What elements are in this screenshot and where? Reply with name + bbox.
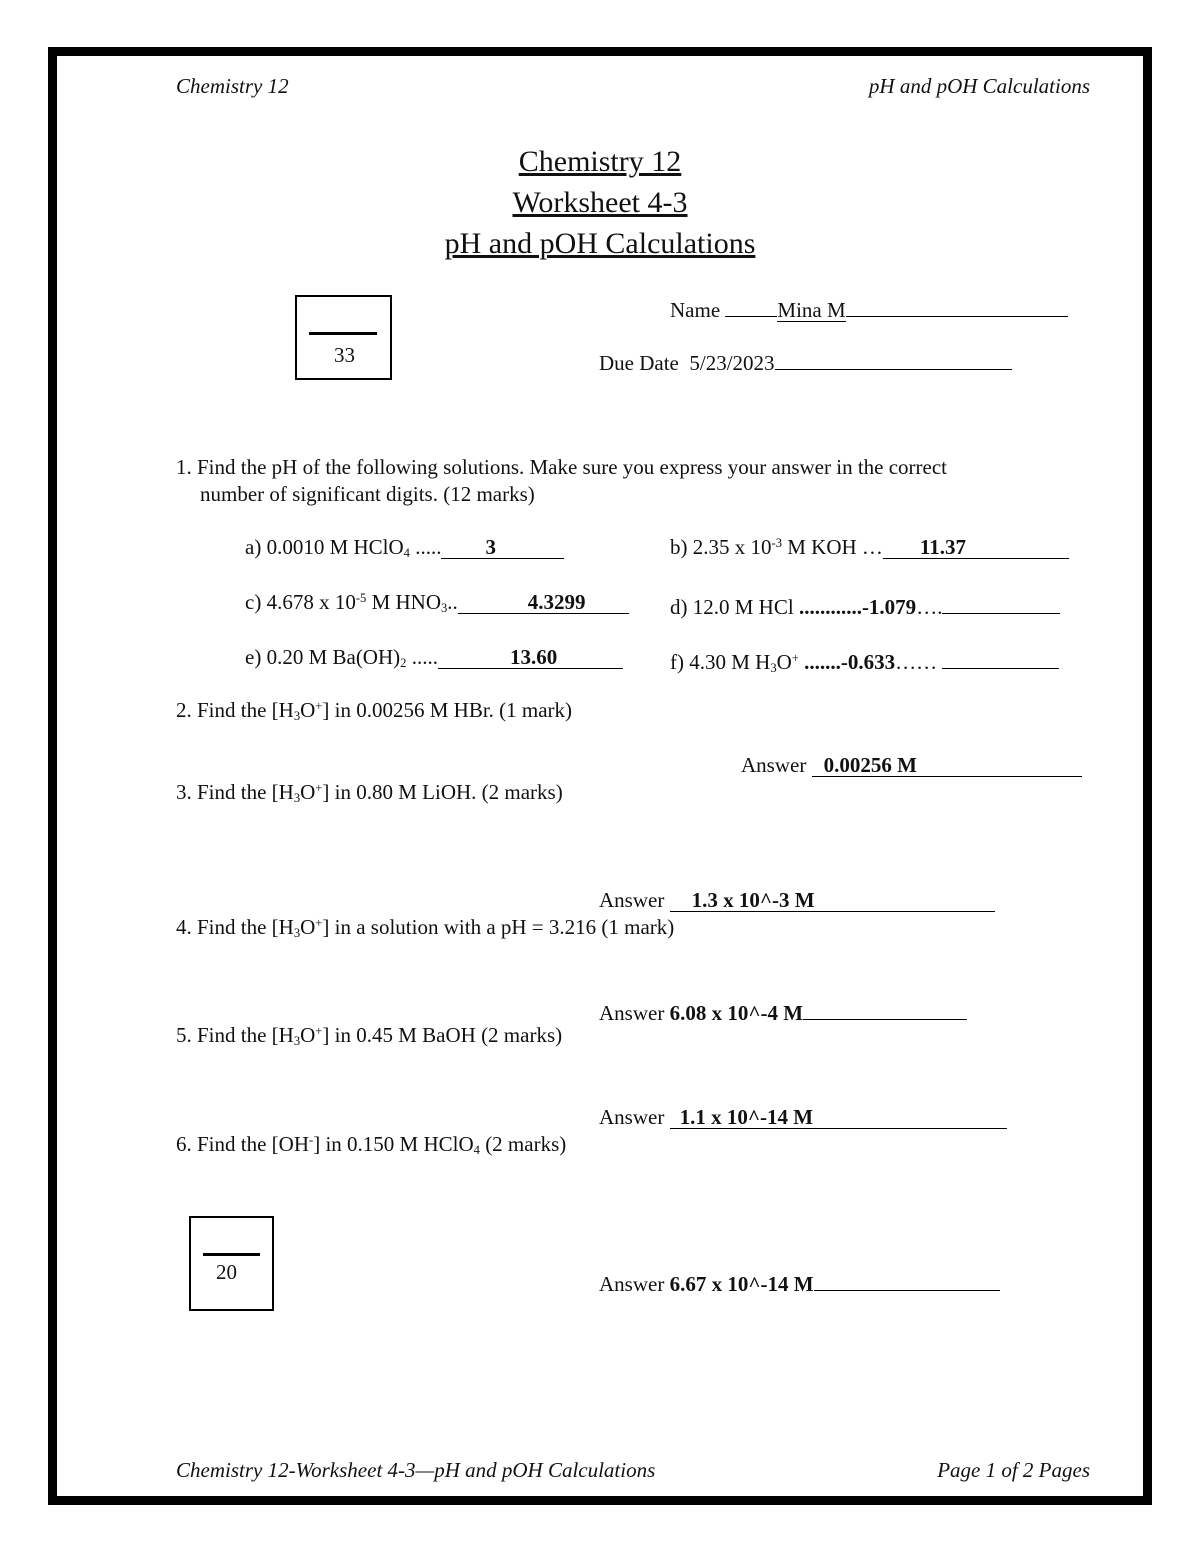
title-line-2: Worksheet 4-3	[512, 186, 688, 219]
q1f-answer[interactable]: -0.633	[840, 650, 896, 674]
due-date-line	[599, 348, 1012, 374]
q4-answer[interactable]: 6.08 x 10^-4 M	[669, 1001, 804, 1025]
title-line-3: pH and pOH Calculations	[444, 227, 756, 260]
header-right: pH and pOH Calculations	[868, 74, 1090, 98]
q1e-answer[interactable]: 13.60	[438, 647, 623, 669]
name-line	[670, 295, 1068, 322]
q5-text: 5. Find the $[H_3O^+]$ in 0.45 M BaOH (2 marks)	[176, 1023, 563, 1049]
q1b-answer[interactable]: 11.37	[883, 537, 1069, 559]
q4-text: 4. Find the $[H_3O^+]$ in a solution with a pH = 3.216 (1 mark)	[176, 915, 675, 941]
q1-text-line-1: 1. Find the pH of the following solutions. Make sure you express your answer in the correct	[176, 455, 948, 479]
score-fraction-bar	[309, 332, 377, 335]
q6-text: 6. Find the [OH-] in 0.150 M HClO$_4$ (2 marks)	[176, 1132, 567, 1158]
q2-answer[interactable]: 0.00256 M	[812, 755, 1082, 777]
q4-answer-line: Answer 6.08 x 10^-4 M	[599, 998, 967, 1024]
q1f: f) 4.30 M $H_3O^+$ .......-0.633……	[670, 647, 1059, 673]
score-value: 33	[334, 343, 355, 367]
q1e: e) 0.20 M $Ba(OH)_2$ ..... 13.60	[245, 647, 623, 669]
header-left: Chemistry 12	[176, 74, 289, 98]
q1-text-line-2: number of significant digits. (12 marks)	[200, 482, 535, 506]
q1d: d) 12.0 M HCl ............-1.079….	[670, 592, 1060, 618]
q2-text: 2. Find the $[H_3O^+]$ in 0.00256 M HBr. (1 mark)	[176, 698, 573, 724]
name-label: Name	[670, 298, 721, 322]
q1a: a) 0.0010 M HClO$_4$ ..... 3	[245, 537, 564, 559]
due-date-value[interactable]: 5/23/2023	[689, 351, 775, 375]
q1d-answer[interactable]: -1.079	[861, 595, 917, 619]
score-box-top	[295, 295, 392, 380]
q1b: b) 2.35 x $10^{-3}$ M KOH … 11.37	[670, 537, 1069, 559]
score-fraction-bar	[203, 1253, 260, 1256]
q1c-answer[interactable]: 4.3299	[458, 592, 629, 614]
due-date-label: Due Date	[599, 351, 679, 375]
footer-left: Chemistry 12-Worksheet 4-3—pH and pOH Calculations	[176, 1458, 656, 1482]
q1c: c) 4.678 x $10^{-5}$ M $HNO_3$.. 4.3299	[245, 592, 629, 614]
name-value[interactable]: Mina M	[777, 298, 846, 322]
q3-answer[interactable]: 1.3 x 10^-3 M	[670, 890, 995, 912]
q3-text: 3. Find the $[H_3O^+]$ in 0.80 M LiOH. (2 marks)	[176, 780, 563, 806]
footer-right: Page 1 of 2 Pages	[937, 1458, 1090, 1482]
q5-answer[interactable]: 1.1 x 10^-14 M	[670, 1107, 1007, 1129]
title-line-1: Chemistry 12	[518, 145, 682, 178]
q3-answer-line: Answer 1.3 x 10^-3 M	[599, 890, 995, 912]
q2-answer-line: Answer 0.00256 M	[741, 755, 1082, 777]
q5-answer-line: Answer 1.1 x 10^-14 M	[599, 1107, 1007, 1129]
q6-answer[interactable]: 6.67 x 10^-14 M	[669, 1272, 814, 1296]
q1a-answer[interactable]: 3	[441, 537, 564, 559]
score-value: 20	[216, 1260, 237, 1284]
q6-answer-line: Answer 6.67 x 10^-14 M	[599, 1269, 1000, 1295]
score-box-bottom	[189, 1216, 274, 1311]
